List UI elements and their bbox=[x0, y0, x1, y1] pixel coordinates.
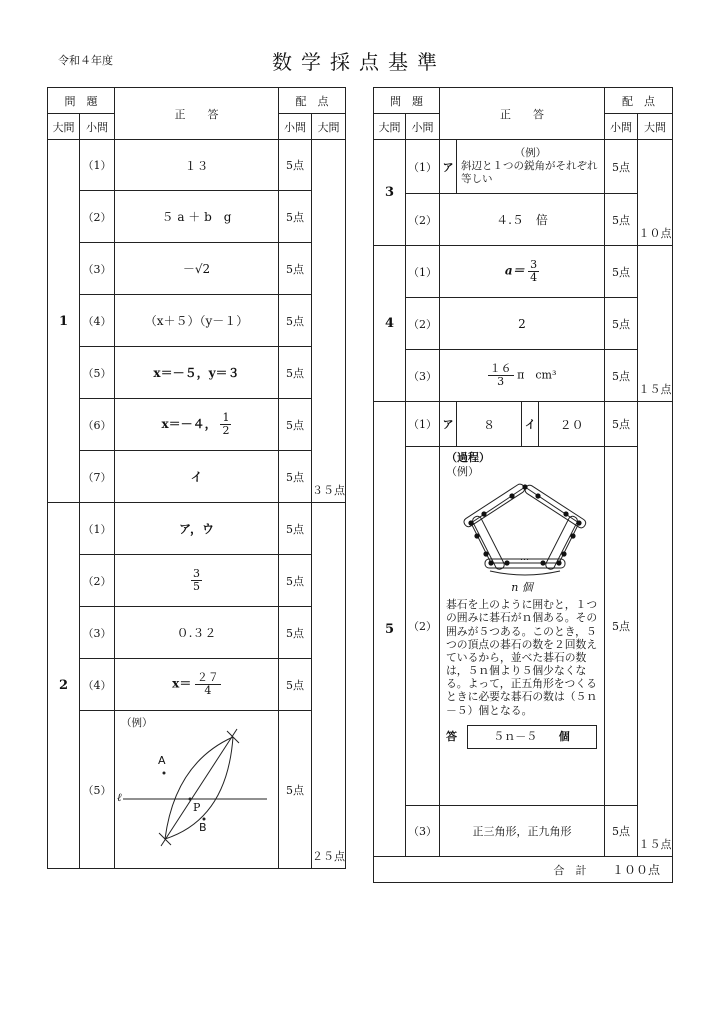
points-cell: 5点 bbox=[605, 447, 638, 806]
fraction-numerator: 3 bbox=[193, 566, 200, 580]
answer-mark-b: イ bbox=[522, 402, 539, 446]
q2-total: ２５点 bbox=[312, 503, 346, 869]
answer-cell: イ bbox=[115, 451, 279, 503]
answer-cell bbox=[440, 140, 605, 194]
major-header: 大問 bbox=[48, 114, 80, 140]
answer-cell: ５ a ＋ b g bbox=[115, 191, 279, 243]
sub-label: （1） bbox=[80, 503, 115, 555]
sub-label: （1） bbox=[406, 140, 440, 194]
points-cell: 5点 bbox=[279, 659, 312, 711]
answer-cell: ０.３２ bbox=[115, 607, 279, 659]
final-answer-unit: 個 bbox=[558, 729, 570, 743]
q2-number: 2 bbox=[48, 503, 80, 869]
points-header: 配 点 bbox=[605, 88, 673, 114]
answer-cell: x＝－５，y＝３ bbox=[115, 347, 279, 399]
sub-label: （1） bbox=[406, 246, 440, 298]
answer-value-b: ２０ bbox=[559, 417, 584, 432]
example-label: （例） bbox=[514, 146, 547, 159]
answer-cell: －√2 bbox=[115, 243, 279, 295]
page-title: 数学採点基準 bbox=[272, 50, 446, 74]
answer-cell bbox=[115, 555, 279, 607]
sub-label: （5） bbox=[80, 711, 115, 869]
points-cell: 5点 bbox=[279, 503, 312, 555]
fraction-numerator: ２７ bbox=[196, 670, 219, 684]
ellipsis-mark: … bbox=[520, 552, 529, 563]
example-label: （例） bbox=[121, 717, 153, 729]
points-cell: 5点 bbox=[279, 399, 312, 451]
problem-header: 問 題 bbox=[48, 88, 115, 114]
answer-cell bbox=[440, 246, 605, 298]
fraction-denominator: 3 bbox=[497, 375, 505, 388]
process-text: 碁石を上のように囲むと，１つの囲みに碁石がｎ個ある。その囲みが５つある。このとき，５つの頂点の碁石の数を２回数えているから，並べた碁石の数は，５ｎ個より５個少なくなる。よって，正五角形をつくるときに必要な碁石の数は（５ｎ－５）個となる。 bbox=[446, 598, 598, 717]
points-cell: 5点 bbox=[605, 246, 638, 298]
answer-cell bbox=[440, 350, 605, 402]
points-cell: 5点 bbox=[279, 243, 312, 295]
sub-label: （4） bbox=[80, 659, 115, 711]
answer-text: x＝－４， bbox=[161, 417, 217, 431]
sub-label: （2） bbox=[406, 447, 440, 806]
point-p-label: P bbox=[193, 801, 201, 814]
fraction bbox=[195, 672, 221, 697]
points-cell: 5点 bbox=[605, 806, 638, 857]
final-answer-row bbox=[446, 725, 598, 749]
sub-label: （3） bbox=[80, 607, 115, 659]
q5-number: 5 bbox=[374, 402, 406, 857]
process-cell bbox=[440, 447, 605, 806]
grand-total-label: 合 計 bbox=[553, 864, 587, 877]
answer-cell: （x＋５）（y－１） bbox=[115, 295, 279, 347]
fraction-denominator: 5 bbox=[193, 580, 200, 593]
answer-cell: １３ bbox=[115, 140, 279, 191]
points-cell: 5点 bbox=[279, 451, 312, 503]
answer-unit: π cm³ bbox=[517, 368, 557, 382]
q5-total: １５点 bbox=[638, 402, 673, 857]
fraction bbox=[488, 363, 514, 388]
sub-label: （2） bbox=[80, 555, 115, 607]
points-minor-header: 小問 bbox=[605, 114, 638, 140]
answer-cell bbox=[115, 399, 279, 451]
answer-cell: ア，ウ bbox=[115, 503, 279, 555]
answer-cell: ４.５ 倍 bbox=[440, 194, 605, 246]
fraction bbox=[220, 412, 231, 437]
sub-label: （5） bbox=[80, 347, 115, 399]
q1-number: 1 bbox=[48, 140, 80, 503]
points-cell: 5点 bbox=[279, 711, 312, 869]
grand-total-row bbox=[374, 857, 673, 883]
points-cell: 5点 bbox=[279, 555, 312, 607]
line-l-label: ℓ bbox=[117, 791, 122, 804]
answer-value-a: ８ bbox=[457, 402, 522, 446]
sub-label: （2） bbox=[80, 191, 115, 243]
answer-cell: 正三角形，正九角形 bbox=[440, 806, 605, 857]
sub-label: （3） bbox=[80, 243, 115, 295]
n-label: n 個 bbox=[511, 580, 533, 594]
points-cell: 5点 bbox=[279, 140, 312, 191]
answer-sentence: 斜辺と１つの鋭角がそれぞれ等しい bbox=[461, 159, 598, 186]
answer-cell bbox=[115, 659, 279, 711]
right-score-table bbox=[373, 87, 673, 883]
q4-total: １５点 bbox=[638, 246, 673, 402]
problem-header: 問 題 bbox=[374, 88, 440, 114]
answer-label: 答 bbox=[446, 729, 457, 743]
fraction-numerator: 3 bbox=[530, 257, 538, 271]
answer-cell: 2 bbox=[440, 298, 605, 350]
sub-label: （1） bbox=[406, 402, 440, 447]
fraction-numerator: 1 bbox=[222, 410, 230, 424]
final-answer-box bbox=[467, 725, 597, 749]
point-a-label: A bbox=[158, 754, 166, 767]
era-label: 令和４年度 bbox=[58, 54, 113, 67]
points-minor-header: 小問 bbox=[279, 114, 312, 140]
points-cell: 5点 bbox=[605, 298, 638, 350]
fraction bbox=[528, 259, 539, 284]
points-cell: 5点 bbox=[279, 295, 312, 347]
major-header: 大問 bbox=[374, 114, 406, 140]
sub-label: （3） bbox=[406, 806, 440, 857]
fraction bbox=[191, 568, 202, 593]
final-answer-value: ５ｎ－５ bbox=[493, 729, 538, 743]
points-cell: 5点 bbox=[605, 140, 638, 194]
sub-label: （6） bbox=[80, 399, 115, 451]
sub-label: （1） bbox=[80, 140, 115, 191]
sub-label: （7） bbox=[80, 451, 115, 503]
q3-number: 3 bbox=[374, 140, 406, 246]
minor-header: 小問 bbox=[80, 114, 115, 140]
answer-text: a＝ bbox=[504, 263, 525, 278]
answer-mark-a: ア bbox=[440, 402, 457, 446]
points-cell: 5点 bbox=[279, 347, 312, 399]
points-header: 配 点 bbox=[279, 88, 346, 114]
q3-total: １０点 bbox=[638, 140, 673, 246]
points-major-header: 大問 bbox=[638, 114, 673, 140]
example-label: （例） bbox=[446, 464, 479, 478]
minor-header: 小問 bbox=[406, 114, 440, 140]
answer-cell bbox=[115, 711, 279, 869]
q1-total: ３５点 bbox=[312, 140, 346, 503]
sub-label: （2） bbox=[406, 298, 440, 350]
points-major-header: 大問 bbox=[312, 114, 346, 140]
sub-label: （3） bbox=[406, 350, 440, 402]
process-label: （過程） bbox=[446, 451, 490, 464]
sub-label: （4） bbox=[80, 295, 115, 347]
answer-header: 正 答 bbox=[115, 88, 279, 140]
points-cell: 5点 bbox=[279, 607, 312, 659]
points-cell: 5点 bbox=[605, 350, 638, 402]
answer-text bbox=[457, 140, 605, 193]
q4-number: 4 bbox=[374, 246, 406, 402]
points-cell: 5点 bbox=[605, 402, 638, 447]
sub-label: （2） bbox=[406, 194, 440, 246]
grand-total-value: １００点 bbox=[611, 863, 660, 877]
answer-text: x＝ bbox=[172, 676, 192, 691]
points-cell: 5点 bbox=[279, 191, 312, 243]
construction-figure bbox=[115, 711, 279, 868]
fraction-denominator: 4 bbox=[204, 684, 212, 697]
points-cell: 5点 bbox=[605, 194, 638, 246]
left-score-table bbox=[47, 87, 346, 869]
fraction-numerator: １６ bbox=[489, 361, 512, 375]
fraction-denominator: 2 bbox=[222, 424, 230, 437]
fraction-denominator: 4 bbox=[530, 271, 538, 284]
point-b-label: B bbox=[199, 821, 207, 834]
answer-mark: ア bbox=[440, 140, 457, 193]
pentagon-figure bbox=[450, 479, 600, 579]
answer-header: 正 答 bbox=[440, 88, 605, 140]
answer-cell bbox=[440, 402, 605, 447]
